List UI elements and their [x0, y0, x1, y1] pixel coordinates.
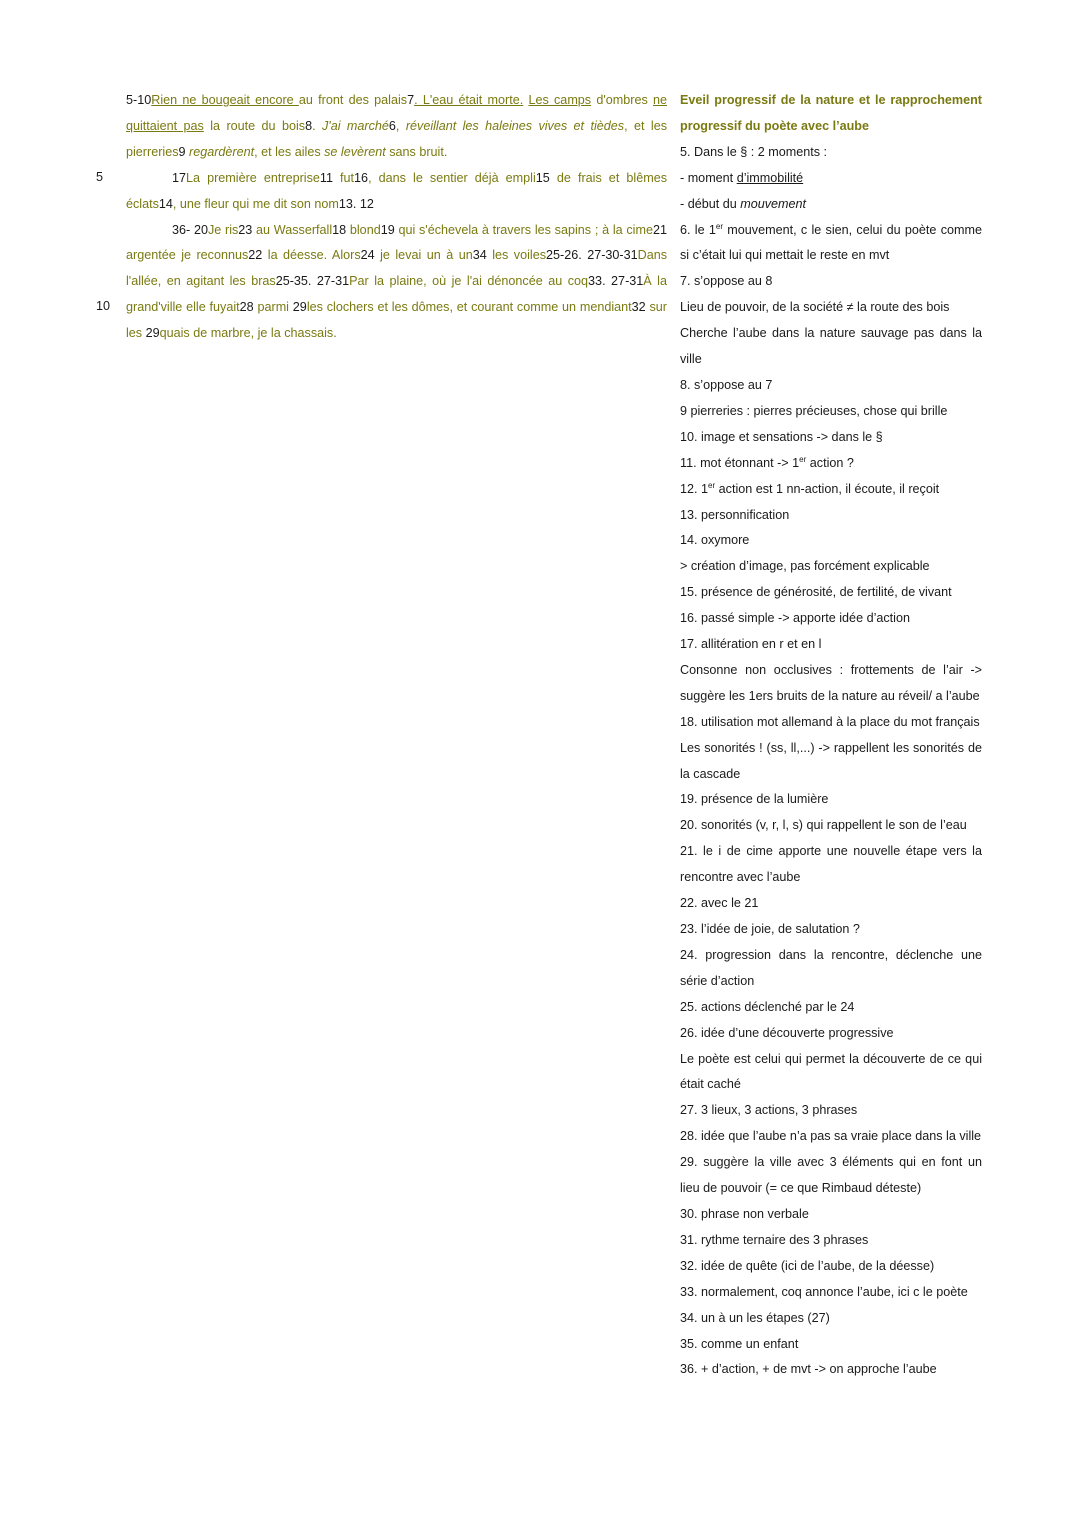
- notes-title-line-2: progressif du poète avec l’aube: [680, 118, 869, 133]
- note-33: 33. normalement, coq annonce l’aube, ici c le poète: [680, 1284, 968, 1299]
- line-number-10: 10: [96, 299, 111, 313]
- note-17: 17. allitération en r et en l: [680, 637, 822, 652]
- note-19: 19. présence de la lumière: [680, 792, 829, 807]
- poem-paragraph-2: 17La première entreprise11 fut16, dans le sentier déjà empli15 de frais et blêmes éclats14, une fleur qui me dit son nom13. 12: [126, 170, 667, 211]
- note-16: 16. passé simple -> apporte idée d’action: [680, 611, 910, 626]
- note-7: 7. s’oppose au 8: [680, 274, 773, 289]
- note-26a: Le poète est celui qui permet la découverte de ce qui était caché: [680, 1051, 982, 1092]
- note-11: 11. mot étonnant -> 1er action ?: [680, 454, 854, 470]
- note-15: 15. présence de générosité, de fertilité, de vivant: [680, 585, 952, 600]
- note-18a: Les sonorités ! (ss, ll,...) -> rappellent les sonorités de la cascade: [680, 740, 982, 781]
- note-23: 23. l’idée de joie, de salutation ?: [680, 922, 860, 936]
- note-25: 25. actions déclenché par le 24: [680, 999, 855, 1014]
- note-5b: - début du mouvement: [680, 196, 807, 211]
- note-22: 22. avec le 21: [680, 896, 759, 911]
- note-7b: Cherche l’aube dans la nature sauvage pas dans la ville: [680, 326, 982, 367]
- note-34: 34. un à un les étapes (27): [680, 1310, 830, 1325]
- note-5a: - moment d’immobilité: [680, 170, 804, 185]
- note-29: 29. suggère la ville avec 3 éléments qui en font un lieu de pouvoir (= ce que Rimbaud déteste): [680, 1155, 982, 1196]
- note-32: 32. idée de quête (ici de l’aube, de la déesse): [680, 1258, 935, 1273]
- note-24: 24. progression dans la rencontre, déclenche une série d’action: [680, 947, 982, 988]
- note-13: 13. personnification: [680, 507, 790, 522]
- note-10: 10. image et sensations -> dans le §: [680, 429, 883, 444]
- note-8: 8. s’oppose au 7: [680, 377, 773, 392]
- note-14: 14. oxymore: [680, 533, 750, 548]
- note-5: 5. Dans le § : 2 moments :: [680, 144, 827, 159]
- note-35: 35. comme un enfant: [680, 1336, 799, 1351]
- note-28: 28. idée que l’aube n’a pas sa vraie place dans la ville: [680, 1129, 982, 1144]
- note-17a: Consonne non occlusives : frottements de l’air -> suggère les 1ers bruits de la nature au réveil/ a l’aube: [680, 662, 982, 703]
- note-6: 6. le 1er mouvement, c le sien, celui du poète comme si c’était lui qui mettait le reste en mvt: [680, 221, 983, 263]
- notes-column: [680, 88, 982, 1383]
- line-number-5: 5: [96, 170, 104, 184]
- note-12: 12. 1er action est 1 nn-action, il écoute, il reçoit: [680, 480, 940, 496]
- note-21: 21. le i de cime apporte une nouvelle étape vers la rencontre avec l’aube: [680, 844, 982, 885]
- poem-paragraph-1: 5-10Rien ne bougeait encore au front des palais7. L'eau était morte. Les camps d'ombres ne quittaient pas la route du bois8. J'ai marché6, réveillant les haleines vives et tièdes, et les pierreries9 regardèrent, et les ailes se levèrent sans bruit.: [126, 93, 668, 159]
- notes-title: Eveil progressif de la nature et le rapprochement: [680, 93, 982, 107]
- note-9: 9 pierreries : pierres précieuses, chose qui brille: [680, 403, 948, 418]
- note-31: 31. rythme ternaire des 3 phrases: [680, 1232, 869, 1247]
- note-20: 20. sonorités (v, r, l, s) qui rappellent le son de l’eau: [680, 818, 967, 833]
- note-18: 18. utilisation mot allemand à la place du mot français: [680, 714, 980, 729]
- note-27: 27. 3 lieux, 3 actions, 3 phrases: [680, 1103, 858, 1118]
- note-36: 36. + d’action, + de mvt -> on approche l’aube: [680, 1362, 937, 1377]
- note-14a: > création d’image, pas forcément explicable: [680, 559, 930, 574]
- note-30: 30. phrase non verbale: [680, 1206, 809, 1221]
- poem-paragraph-3: 36- 20Je ris23 au Wasserfall18 blond19 qui s'échevela à travers les sapins ; à la cime21 argentée je reconnus22 la déesse. Alors24 je levai un à un34 les voiles25-26. 27-30-31Dans l'allée, en agitant les bras25-35. 27-31Par la plaine, où je l'ai dénoncée au coq33. 27-31À la grand'ville elle fuyait28 parmi 29les clochers et les dômes, et courant comme un mendiant32 sur les 29quais de marbre, je la chassais.: [126, 222, 668, 341]
- poem-text: [126, 88, 667, 347]
- note-26: 26. idée d’une découverte progressive: [680, 1025, 894, 1040]
- note-7a: Lieu de pouvoir, de la société ≠ la route des bois: [680, 300, 950, 315]
